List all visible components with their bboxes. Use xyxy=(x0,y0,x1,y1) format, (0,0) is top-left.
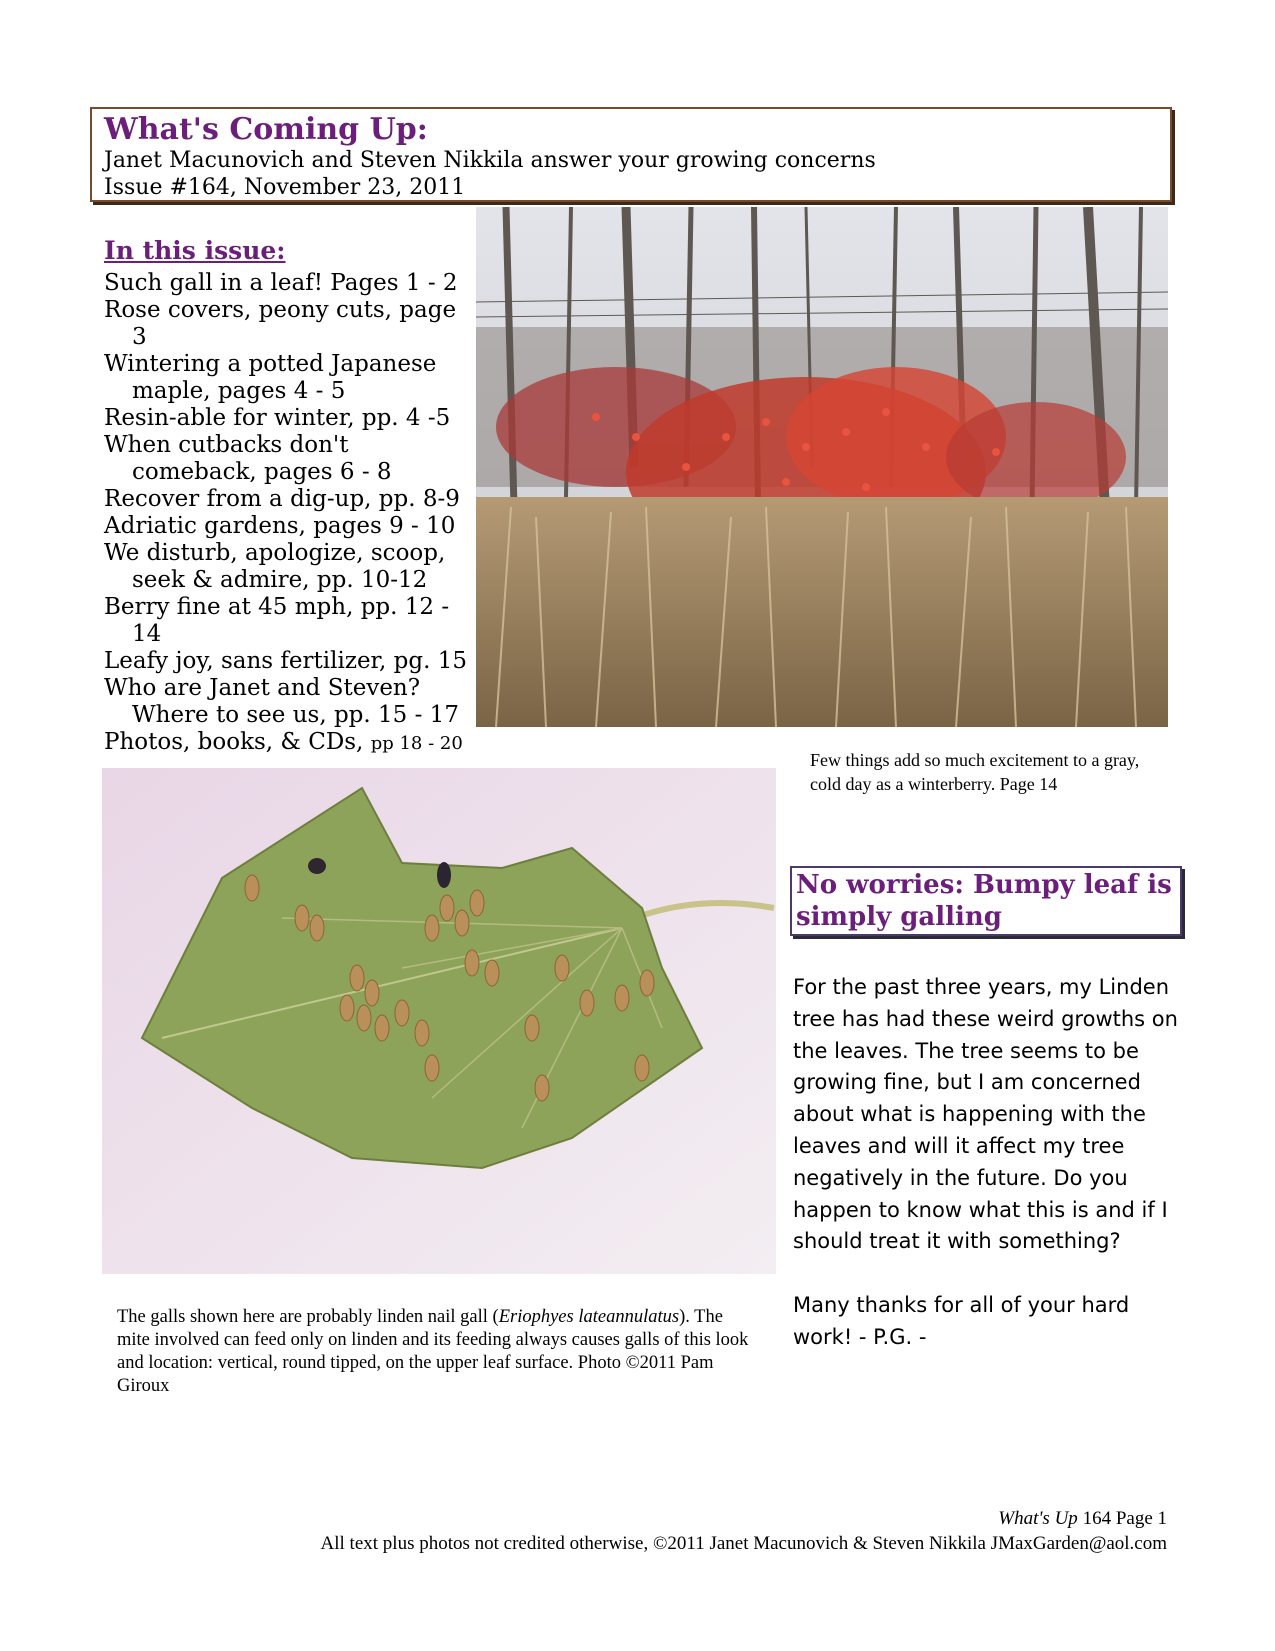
winterberry-illustration xyxy=(476,207,1168,727)
species-name: Eriophyes lateannulatus xyxy=(498,1307,680,1327)
linden-leaf-photo xyxy=(102,768,776,1274)
toc-item: Adriatic gardens, pages 9 - 10 xyxy=(104,513,456,539)
toc-item xyxy=(104,729,474,757)
toc-item: We disturb, apologize, scoop, seek & admire, pp. 10-12 xyxy=(104,540,446,593)
page-footer xyxy=(998,1508,1167,1530)
question-signoff: Many thanks for all of your hard work! - P.G. - xyxy=(793,1292,1130,1349)
newsletter-subtitle: Janet Macunovich and Steven Nikkila answer your growing concerns xyxy=(104,148,876,173)
toc-item-pages: pp 18 - 20 xyxy=(370,733,463,754)
question-body: For the past three years, my Linden tree has had these weird growths on the leaves. The tree seems to be growing fine, but I am concerned about what is happening with the leaves and will it affect my tree negatively in the future. Do you happen to know what this is and if I should treat it with something? xyxy=(793,975,1178,1254)
toc-item: Wintering a potted Japanese maple, pages 4 - 5 xyxy=(104,351,437,404)
toc-heading: In this issue: xyxy=(104,236,286,265)
caption-text: The galls shown here are probably linden nail gall ( xyxy=(117,1307,499,1327)
winterberry-caption: Few things add so much excitement to a gray, cold day as a winterberry. Page 14 xyxy=(810,750,1140,794)
toc-item: Rose covers, peony cuts, page 3 xyxy=(104,297,457,350)
issue-line: Issue #164, November 23, 2011 xyxy=(104,175,466,200)
toc-item-label: Photos, books, & CDs, xyxy=(104,729,364,755)
toc-item: Leafy joy, sans fertilizer, pg. 15 xyxy=(104,648,467,674)
question-heading-box xyxy=(790,866,1182,936)
newsletter-title: What's Coming Up: xyxy=(104,112,428,147)
reader-question xyxy=(793,972,1183,1354)
linden-leaf-illustration xyxy=(102,768,776,1274)
leaf-gall-caption xyxy=(117,1306,757,1398)
toc-item: When cutbacks don't comeback, pages 6 - 8 xyxy=(104,432,392,485)
publication-name: What's Up xyxy=(998,1508,1078,1529)
table-of-contents xyxy=(104,234,474,757)
copyright-line: All text plus photos not credited otherwise, ©2011 Janet Macunovich & Steven Nikkila JMaxGarden@aol.com xyxy=(320,1533,1167,1554)
toc-item: Such gall in a leaf! Pages 1 - 2 xyxy=(104,270,458,296)
winterberry-photo xyxy=(476,207,1168,727)
caption-text: ). The mite involved can feed only on linden and its feeding always causes galls of this look and location: vertical, round tipped, on the upper leaf surface. Photo ©2011 Pam Giroux xyxy=(117,1307,749,1396)
newsletter-header xyxy=(90,107,1172,202)
toc-item: Recover from a dig-up, pp. 8-9 xyxy=(104,486,460,512)
question-heading: No worries: Bumpy leaf is simply galling xyxy=(796,870,1172,932)
toc-item: Resin-able for winter, pp. 4 -5 xyxy=(104,405,451,431)
page-number: 164 Page 1 xyxy=(1077,1508,1167,1529)
toc-item: Who are Janet and Steven? Where to see us, pp. 15 - 17 xyxy=(104,675,459,728)
toc-item: Berry fine at 45 mph, pp. 12 - 14 xyxy=(104,594,450,647)
